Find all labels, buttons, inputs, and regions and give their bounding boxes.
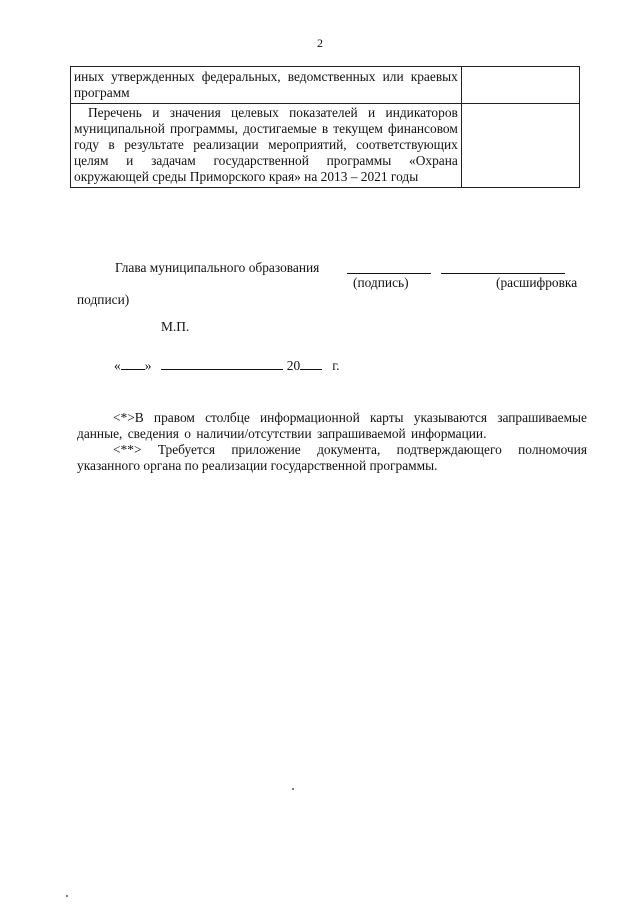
close-quote: » [144, 358, 152, 373]
scan-speck [292, 788, 294, 790]
signature-blank [347, 260, 431, 274]
footnotes [77, 410, 587, 474]
open-quote: « [114, 358, 121, 373]
date-line [114, 358, 340, 374]
decode-caption-continued: подписи) [77, 292, 130, 307]
info-card-table [70, 66, 580, 188]
footnote-1: <*>В правом столбце информационной карты указываются запрашиваемые данные, сведения о наличии/отсутствии запрашиваемой информации. [77, 410, 587, 441]
decode-blank [441, 260, 565, 274]
table-cell-value [461, 104, 579, 188]
page-number: 2 [317, 36, 323, 50]
seal-label: М.П. [161, 319, 190, 334]
scan-speck [66, 895, 68, 897]
table-cell-label: иных утвержденных федеральных, ведомственных или краевых программ [71, 67, 462, 104]
table-row [71, 104, 580, 188]
year-prefix: 20 [286, 358, 301, 373]
year-blank [300, 358, 322, 370]
signature-label: Глава муниципального образования [115, 260, 320, 275]
footnote-2: <**> Требуется приложение документа, подтверждающего полномочия указанного органа по реализации государственной программы. [77, 442, 587, 473]
table-cell-value [461, 67, 579, 104]
month-blank [161, 358, 283, 370]
signature-caption: (подпись) [353, 275, 409, 290]
decode-caption: (расшифровка [496, 275, 578, 290]
year-suffix: г. [332, 358, 340, 373]
table-row [71, 67, 580, 104]
day-blank [121, 358, 145, 370]
table-cell-text: Перечень и значения целевых показателей и индикаторов муниципальной программы, достигаемые в текущем финансовом году в результате реализации мероприятий, соответствующих целям и задачам государственной программы «Охрана окружающей среды Приморского края» на 2013 – 2021 годы [74, 105, 458, 184]
table-cell-label [71, 104, 462, 188]
